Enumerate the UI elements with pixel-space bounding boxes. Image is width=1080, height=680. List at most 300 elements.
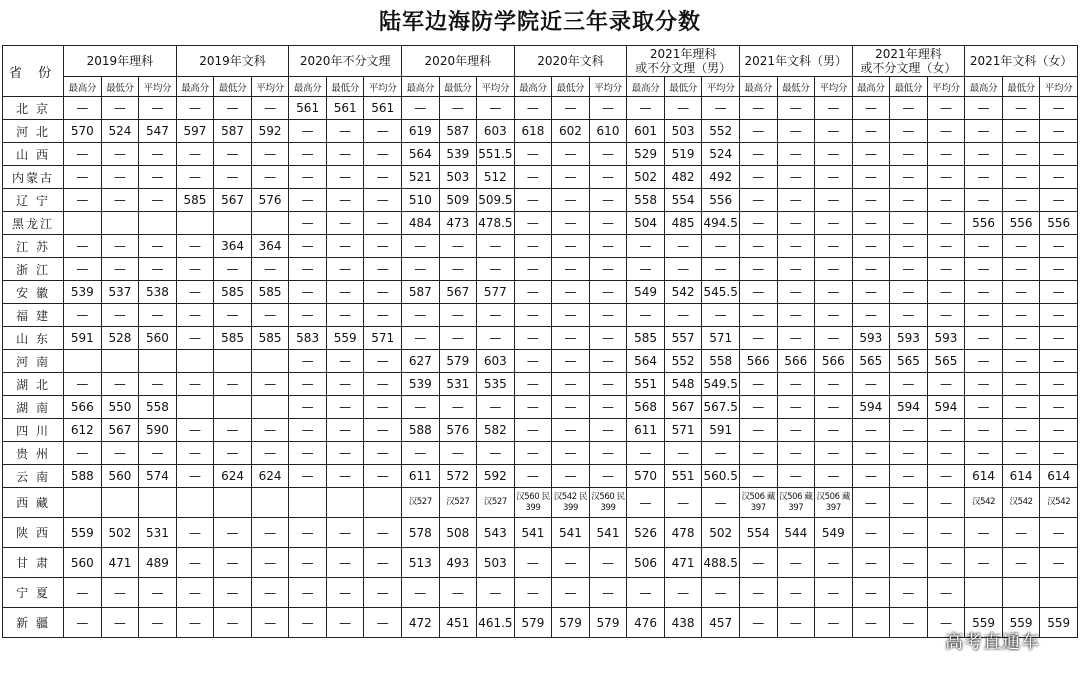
score-cell: — bbox=[176, 608, 214, 638]
score-cell: 504 bbox=[627, 212, 665, 235]
score-cell: — bbox=[1040, 189, 1078, 212]
score-cell: — bbox=[477, 235, 515, 258]
sub-header: 平均分 bbox=[815, 77, 853, 97]
score-cell: — bbox=[739, 304, 777, 327]
score-cell: 457 bbox=[702, 608, 740, 638]
score-cell: — bbox=[890, 578, 928, 608]
score-cell: — bbox=[514, 235, 552, 258]
score-cell: — bbox=[552, 281, 590, 304]
score-cell: — bbox=[815, 608, 853, 638]
score-cell: — bbox=[589, 258, 627, 281]
score-cell: — bbox=[664, 442, 702, 465]
score-cell: — bbox=[627, 235, 665, 258]
score-cell bbox=[101, 350, 139, 373]
sub-header: 最高分 bbox=[852, 77, 890, 97]
table-row bbox=[3, 373, 1078, 396]
score-cell: 570 bbox=[627, 465, 665, 488]
score-cell: — bbox=[627, 442, 665, 465]
score-cell: — bbox=[214, 166, 252, 189]
sub-header: 平均分 bbox=[139, 77, 177, 97]
score-cell: 576 bbox=[439, 419, 477, 442]
score-cell: 493 bbox=[439, 548, 477, 578]
score-cell: — bbox=[289, 465, 327, 488]
score-cell: — bbox=[289, 120, 327, 143]
score-cell: 627 bbox=[402, 350, 440, 373]
score-cell: 567 bbox=[439, 281, 477, 304]
score-cell: — bbox=[214, 258, 252, 281]
score-cell: — bbox=[289, 304, 327, 327]
score-cell: 汉542 民399 bbox=[552, 488, 590, 518]
score-cell: — bbox=[364, 548, 402, 578]
score-cell: — bbox=[664, 578, 702, 608]
score-cell: 485 bbox=[664, 212, 702, 235]
score-cell: 594 bbox=[890, 396, 928, 419]
score-cell: 汉542 bbox=[965, 488, 1003, 518]
table-row bbox=[3, 548, 1078, 578]
score-cell: — bbox=[927, 120, 965, 143]
province-cell: 江 苏 bbox=[3, 235, 64, 258]
group-header: 2021年理科 或不分文理（女） bbox=[852, 46, 965, 77]
score-cell: — bbox=[1002, 304, 1040, 327]
score-cell: 593 bbox=[890, 327, 928, 350]
table-row bbox=[3, 419, 1078, 442]
score-cell: 502 bbox=[702, 518, 740, 548]
score-cell: — bbox=[1040, 281, 1078, 304]
score-cell: — bbox=[101, 608, 139, 638]
score-cell: — bbox=[927, 518, 965, 548]
score-cell: 545.5 bbox=[702, 281, 740, 304]
score-cell: 567 bbox=[214, 189, 252, 212]
score-cell: — bbox=[589, 97, 627, 120]
table-row bbox=[3, 166, 1078, 189]
score-cell: — bbox=[64, 442, 102, 465]
score-cell: — bbox=[890, 608, 928, 638]
province-cell: 河 北 bbox=[3, 120, 64, 143]
score-cell bbox=[965, 578, 1003, 608]
score-cell: 560 bbox=[101, 465, 139, 488]
score-cell: 565 bbox=[852, 350, 890, 373]
score-cell bbox=[139, 350, 177, 373]
score-cell: — bbox=[139, 373, 177, 396]
score-cell: — bbox=[364, 258, 402, 281]
score-cell: — bbox=[815, 189, 853, 212]
score-cell: — bbox=[251, 419, 289, 442]
score-cell bbox=[139, 212, 177, 235]
score-cell: — bbox=[101, 578, 139, 608]
table-row bbox=[3, 281, 1078, 304]
table-row bbox=[3, 442, 1078, 465]
score-cell: — bbox=[64, 166, 102, 189]
score-cell: 561 bbox=[289, 97, 327, 120]
score-cell: 汉527 bbox=[477, 488, 515, 518]
score-cell: — bbox=[64, 258, 102, 281]
score-cell: — bbox=[64, 235, 102, 258]
score-cell: — bbox=[852, 212, 890, 235]
group-header: 2020年文科 bbox=[514, 46, 627, 77]
score-cell: — bbox=[552, 396, 590, 419]
watermark: 高考直通车 bbox=[945, 632, 1040, 653]
score-cell: 519 bbox=[664, 143, 702, 166]
score-cell: — bbox=[927, 304, 965, 327]
score-cell: — bbox=[101, 258, 139, 281]
score-cell bbox=[214, 396, 252, 419]
score-cell: — bbox=[101, 442, 139, 465]
table-row bbox=[3, 465, 1078, 488]
score-cell: — bbox=[739, 189, 777, 212]
score-cell: 汉506 藏397 bbox=[739, 488, 777, 518]
score-cell: 591 bbox=[64, 327, 102, 350]
score-cell: — bbox=[289, 548, 327, 578]
score-cell: — bbox=[890, 548, 928, 578]
score-cell: — bbox=[815, 373, 853, 396]
score-cell: — bbox=[702, 258, 740, 281]
score-cell: — bbox=[589, 396, 627, 419]
score-cell: — bbox=[739, 396, 777, 419]
score-cell: — bbox=[289, 419, 327, 442]
score-cell: 556 bbox=[1040, 212, 1078, 235]
score-cell: — bbox=[326, 518, 364, 548]
score-cell: — bbox=[627, 97, 665, 120]
score-cell: — bbox=[777, 97, 815, 120]
score-cell: 610 bbox=[589, 120, 627, 143]
score-cell: — bbox=[1002, 281, 1040, 304]
score-cell: — bbox=[852, 304, 890, 327]
score-cell: 526 bbox=[627, 518, 665, 548]
score-cell: — bbox=[1002, 189, 1040, 212]
score-cell: — bbox=[514, 166, 552, 189]
score-cell: 611 bbox=[402, 465, 440, 488]
score-cell: — bbox=[251, 442, 289, 465]
score-cell: — bbox=[64, 143, 102, 166]
score-cell: — bbox=[101, 373, 139, 396]
score-cell: — bbox=[477, 97, 515, 120]
score-cell: — bbox=[927, 212, 965, 235]
table-row bbox=[3, 97, 1078, 120]
score-cell: — bbox=[739, 235, 777, 258]
province-cell: 湖 北 bbox=[3, 373, 64, 396]
score-cell: 478.5 bbox=[477, 212, 515, 235]
score-cell: — bbox=[890, 166, 928, 189]
score-cell: — bbox=[927, 97, 965, 120]
score-cell: — bbox=[852, 548, 890, 578]
province-header: 省 份 bbox=[3, 46, 64, 97]
score-cell: — bbox=[514, 419, 552, 442]
score-cell: — bbox=[852, 258, 890, 281]
score-cell bbox=[214, 350, 252, 373]
score-cell: — bbox=[589, 304, 627, 327]
table-row bbox=[3, 350, 1078, 373]
score-cell: — bbox=[64, 189, 102, 212]
score-cell: — bbox=[326, 235, 364, 258]
score-cell: — bbox=[326, 578, 364, 608]
score-cell: 579 bbox=[439, 350, 477, 373]
score-cell: — bbox=[176, 578, 214, 608]
score-cell: — bbox=[965, 97, 1003, 120]
score-cell: — bbox=[251, 143, 289, 166]
score-cell: — bbox=[552, 166, 590, 189]
score-cell: 汉542 bbox=[1040, 488, 1078, 518]
score-cell: — bbox=[852, 166, 890, 189]
score-cell: 552 bbox=[664, 350, 702, 373]
province-cell: 安 徽 bbox=[3, 281, 64, 304]
score-cell: — bbox=[927, 465, 965, 488]
score-cell: 612 bbox=[64, 419, 102, 442]
score-cell: — bbox=[627, 304, 665, 327]
score-cell: 478 bbox=[664, 518, 702, 548]
score-cell: — bbox=[251, 166, 289, 189]
score-cell: — bbox=[589, 327, 627, 350]
score-cell: — bbox=[739, 120, 777, 143]
score-cell: 593 bbox=[927, 327, 965, 350]
score-cell: — bbox=[927, 608, 965, 638]
score-cell: — bbox=[965, 189, 1003, 212]
score-cell: 汉506 藏397 bbox=[777, 488, 815, 518]
score-cell: — bbox=[777, 548, 815, 578]
sub-header: 最高分 bbox=[627, 77, 665, 97]
province-cell: 新 疆 bbox=[3, 608, 64, 638]
score-cell: 549 bbox=[627, 281, 665, 304]
sub-header-row bbox=[3, 77, 1078, 97]
score-cell bbox=[139, 488, 177, 518]
score-cell bbox=[214, 488, 252, 518]
score-cell: — bbox=[965, 235, 1003, 258]
score-cell: 558 bbox=[627, 189, 665, 212]
score-cell: — bbox=[402, 304, 440, 327]
score-cell: 551.5 bbox=[477, 143, 515, 166]
score-cell: 552 bbox=[702, 120, 740, 143]
score-cell: 548 bbox=[664, 373, 702, 396]
score-cell: — bbox=[890, 518, 928, 548]
score-cell: — bbox=[552, 327, 590, 350]
score-cell: — bbox=[176, 442, 214, 465]
score-cell: — bbox=[739, 258, 777, 281]
score-cell: — bbox=[214, 548, 252, 578]
score-cell: — bbox=[514, 396, 552, 419]
score-cell: 364 bbox=[214, 235, 252, 258]
score-cell: — bbox=[890, 235, 928, 258]
score-cell: — bbox=[176, 281, 214, 304]
score-cell: — bbox=[289, 578, 327, 608]
score-cell: 559 bbox=[1040, 608, 1078, 638]
score-cell: — bbox=[589, 189, 627, 212]
score-cell: — bbox=[815, 327, 853, 350]
score-cell: — bbox=[815, 143, 853, 166]
score-cell: — bbox=[1002, 442, 1040, 465]
score-cell: 597 bbox=[176, 120, 214, 143]
province-cell: 贵 州 bbox=[3, 442, 64, 465]
score-cell: — bbox=[1002, 235, 1040, 258]
score-cell: — bbox=[552, 235, 590, 258]
score-cell: 592 bbox=[251, 120, 289, 143]
score-cell: — bbox=[514, 258, 552, 281]
sub-header: 平均分 bbox=[589, 77, 627, 97]
score-cell: — bbox=[1002, 518, 1040, 548]
score-cell: 541 bbox=[589, 518, 627, 548]
score-cell: — bbox=[214, 442, 252, 465]
score-cell: 572 bbox=[439, 465, 477, 488]
score-cell: — bbox=[965, 442, 1003, 465]
score-cell: — bbox=[326, 166, 364, 189]
score-cell bbox=[1002, 578, 1040, 608]
score-cell: 451 bbox=[439, 608, 477, 638]
score-cell: — bbox=[326, 442, 364, 465]
score-cell: — bbox=[589, 166, 627, 189]
score-cell: 557 bbox=[664, 327, 702, 350]
score-cell: — bbox=[101, 166, 139, 189]
score-cell: 566 bbox=[739, 350, 777, 373]
score-cell: — bbox=[439, 304, 477, 327]
score-cell: — bbox=[965, 518, 1003, 548]
score-cell: — bbox=[589, 143, 627, 166]
score-cell: 619 bbox=[402, 120, 440, 143]
score-cell: — bbox=[927, 143, 965, 166]
score-cell: — bbox=[289, 396, 327, 419]
score-cell: 594 bbox=[927, 396, 965, 419]
score-cell: — bbox=[326, 608, 364, 638]
score-cell: 579 bbox=[552, 608, 590, 638]
score-cell: — bbox=[552, 97, 590, 120]
score-cell: — bbox=[364, 608, 402, 638]
province-cell: 黑龙江 bbox=[3, 212, 64, 235]
table-row bbox=[3, 258, 1078, 281]
score-cell: — bbox=[702, 304, 740, 327]
score-cell: — bbox=[176, 373, 214, 396]
score-cell: 585 bbox=[627, 327, 665, 350]
score-cell: 509.5 bbox=[477, 189, 515, 212]
province-cell: 宁 夏 bbox=[3, 578, 64, 608]
score-cell: — bbox=[402, 97, 440, 120]
score-cell: — bbox=[101, 235, 139, 258]
score-cell: — bbox=[777, 465, 815, 488]
score-cell: 547 bbox=[139, 120, 177, 143]
province-cell: 西 藏 bbox=[3, 488, 64, 518]
score-cell: — bbox=[927, 488, 965, 518]
score-cell: — bbox=[739, 327, 777, 350]
score-cell bbox=[364, 488, 402, 518]
score-cell: — bbox=[251, 97, 289, 120]
score-cell: 438 bbox=[664, 608, 702, 638]
score-cell: — bbox=[1040, 235, 1078, 258]
score-cell: — bbox=[890, 281, 928, 304]
score-cell: 614 bbox=[965, 465, 1003, 488]
score-cell: — bbox=[1040, 419, 1078, 442]
score-cell: 554 bbox=[664, 189, 702, 212]
score-cell: — bbox=[815, 442, 853, 465]
score-cell bbox=[64, 488, 102, 518]
score-cell: — bbox=[439, 97, 477, 120]
score-cell: 524 bbox=[101, 120, 139, 143]
score-cell: — bbox=[815, 419, 853, 442]
score-cell: — bbox=[739, 212, 777, 235]
score-cell: — bbox=[664, 97, 702, 120]
score-cell: 566 bbox=[777, 350, 815, 373]
score-cell: — bbox=[1002, 396, 1040, 419]
score-cell: — bbox=[289, 518, 327, 548]
score-cell bbox=[251, 212, 289, 235]
score-cell: — bbox=[364, 304, 402, 327]
score-cell: 571 bbox=[364, 327, 402, 350]
score-cell: 503 bbox=[664, 120, 702, 143]
province-cell: 云 南 bbox=[3, 465, 64, 488]
province-cell: 内蒙古 bbox=[3, 166, 64, 189]
score-cell: — bbox=[289, 350, 327, 373]
score-cell: — bbox=[815, 548, 853, 578]
score-cell: — bbox=[890, 212, 928, 235]
sub-header: 最高分 bbox=[739, 77, 777, 97]
score-cell: — bbox=[927, 548, 965, 578]
score-cell: — bbox=[364, 143, 402, 166]
score-cell: — bbox=[965, 548, 1003, 578]
score-cell: — bbox=[965, 258, 1003, 281]
table-row bbox=[3, 212, 1078, 235]
score-cell: 506 bbox=[627, 548, 665, 578]
score-cell: — bbox=[589, 419, 627, 442]
score-cell: — bbox=[176, 327, 214, 350]
score-cell: — bbox=[552, 373, 590, 396]
score-cell: — bbox=[852, 608, 890, 638]
score-cell: — bbox=[514, 442, 552, 465]
score-cell: 544 bbox=[777, 518, 815, 548]
score-cell: — bbox=[1002, 548, 1040, 578]
score-cell: 579 bbox=[589, 608, 627, 638]
score-cell: — bbox=[326, 258, 364, 281]
score-cell: — bbox=[1040, 258, 1078, 281]
score-cell: — bbox=[777, 143, 815, 166]
score-cell: — bbox=[852, 235, 890, 258]
score-cell: — bbox=[815, 166, 853, 189]
score-cell: — bbox=[1040, 373, 1078, 396]
score-cell: 汉527 bbox=[439, 488, 477, 518]
score-cell: — bbox=[777, 166, 815, 189]
score-cell: — bbox=[289, 608, 327, 638]
score-cell: 571 bbox=[664, 419, 702, 442]
score-cell: — bbox=[402, 258, 440, 281]
score-cell: — bbox=[251, 608, 289, 638]
score-cell: 汉506 藏397 bbox=[815, 488, 853, 518]
score-cell: 510 bbox=[402, 189, 440, 212]
score-cell: — bbox=[1040, 143, 1078, 166]
score-cell: — bbox=[890, 97, 928, 120]
score-cell: — bbox=[214, 143, 252, 166]
score-cell: 571 bbox=[702, 327, 740, 350]
score-cell: 汉542 bbox=[1002, 488, 1040, 518]
score-cell: — bbox=[289, 143, 327, 166]
score-cell: 556 bbox=[702, 189, 740, 212]
score-cell: 531 bbox=[439, 373, 477, 396]
sub-header: 最高分 bbox=[514, 77, 552, 97]
score-cell: 567 bbox=[664, 396, 702, 419]
score-cell: — bbox=[139, 189, 177, 212]
score-cell: 560 bbox=[64, 548, 102, 578]
score-cell: — bbox=[589, 442, 627, 465]
table-row bbox=[3, 143, 1078, 166]
score-cell: 513 bbox=[402, 548, 440, 578]
score-cell: — bbox=[1040, 548, 1078, 578]
score-cell: — bbox=[664, 488, 702, 518]
score-cell: — bbox=[214, 518, 252, 548]
score-cell: — bbox=[251, 258, 289, 281]
score-cell: — bbox=[927, 578, 965, 608]
province-cell: 北 京 bbox=[3, 97, 64, 120]
score-cell: — bbox=[326, 465, 364, 488]
score-cell: — bbox=[101, 304, 139, 327]
score-cell: — bbox=[589, 578, 627, 608]
score-cell bbox=[176, 396, 214, 419]
score-cell: — bbox=[364, 166, 402, 189]
score-cell: — bbox=[364, 235, 402, 258]
score-cell: — bbox=[326, 212, 364, 235]
score-cell: — bbox=[64, 304, 102, 327]
